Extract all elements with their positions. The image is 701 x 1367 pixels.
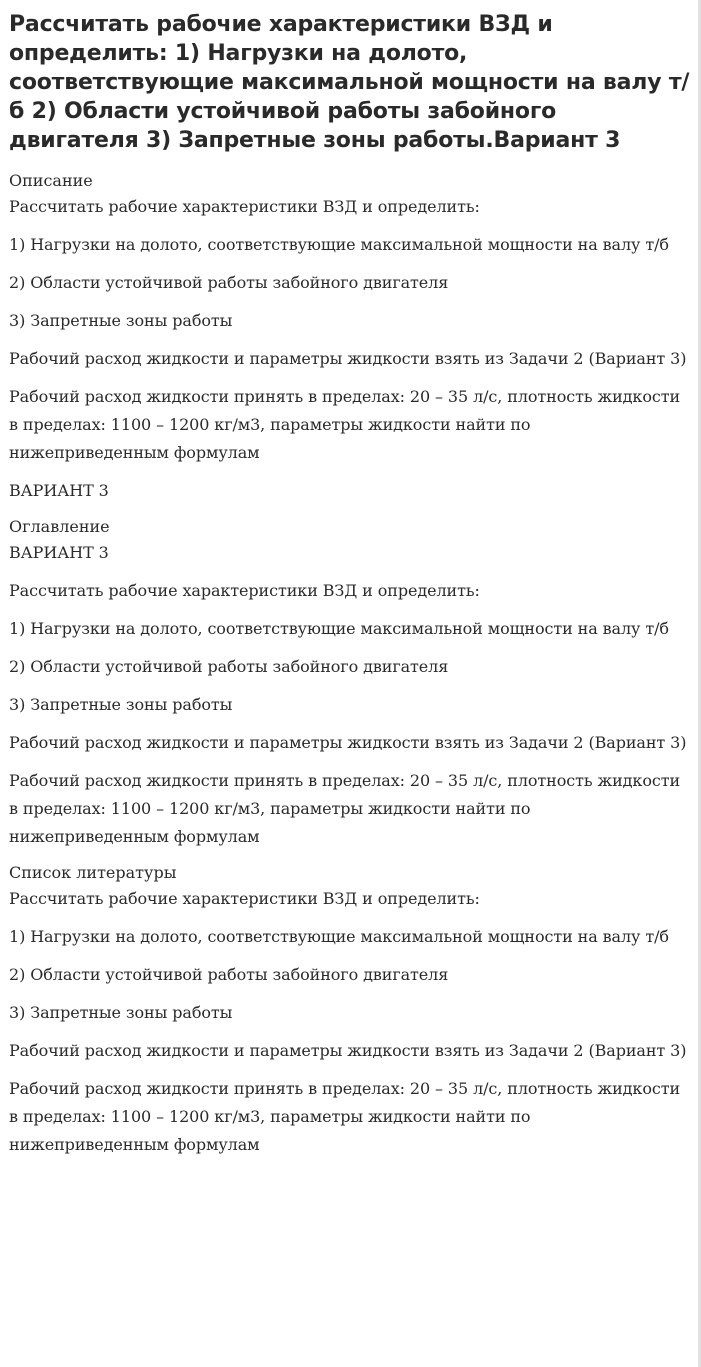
references-paragraph: Рабочий расход жидкости и параметры жидкости взять из Задачи 2 (Вариант 3) <box>9 1041 687 1060</box>
toc-paragraph: Рабочий расход жидкости и параметры жидкости взять из Задачи 2 (Вариант 3) <box>9 733 687 752</box>
toc-paragraph: ВАРИАНТ 3 <box>9 543 109 562</box>
description-paragraph: 2) Области устойчивой работы забойного двигателя <box>9 273 449 292</box>
references-label: Список литературы <box>9 863 177 882</box>
description-paragraph: 1) Нагрузки на долото, соответствующие максимальной мощности на валу т/б <box>9 235 669 254</box>
description-paragraph: Рабочий расход жидкости принять в пределах: 20 – 35 л/с, плотность жидкости в пределах: 1100 – 1200 кг/м3, параметры жидкости найти по нижеприведенным формулам <box>9 387 681 462</box>
toc-section <box>9 515 690 851</box>
description-label: Описание <box>9 171 93 190</box>
references-paragraph: 2) Области устойчивой работы забойного двигателя <box>9 965 449 984</box>
references-paragraph: 1) Нагрузки на долото, соответствующие максимальной мощности на валу т/б <box>9 927 669 946</box>
toc-paragraph: Рабочий расход жидкости принять в пределах: 20 – 35 л/с, плотность жидкости в пределах: 1100 – 1200 кг/м3, параметры жидкости найти по нижеприведенным формулам <box>9 771 681 846</box>
toc-paragraph: 2) Области устойчивой работы забойного двигателя <box>9 657 449 676</box>
toc-label: Оглавление <box>9 517 110 536</box>
toc-paragraph: 3) Запретные зоны работы <box>9 695 233 714</box>
references-section <box>9 861 690 1159</box>
description-paragraph: Рассчитать рабочие характеристики ВЗД и определить: <box>9 197 480 216</box>
description-paragraph: Рабочий расход жидкости и параметры жидкости взять из Задачи 2 (Вариант 3) <box>9 349 687 368</box>
references-paragraph: Рассчитать рабочие характеристики ВЗД и определить: <box>9 889 480 908</box>
description-section <box>9 169 690 505</box>
description-variant: ВАРИАНТ 3 <box>9 481 109 500</box>
page-title: Рассчитать рабочие характеристики ВЗД и определить: 1) Нагрузки на долото, соответствующие максимальной мощности на валу т/б 2) Области устойчивой работы забойного двигателя 3) Запретные зоны работы.Вариант 3 <box>9 12 690 153</box>
description-paragraph: 3) Запретные зоны работы <box>9 311 233 330</box>
references-paragraph: Рабочий расход жидкости принять в пределах: 20 – 35 л/с, плотность жидкости в пределах: 1100 – 1200 кг/м3, параметры жидкости найти по нижеприведенным формулам <box>9 1079 681 1154</box>
toc-paragraph: Рассчитать рабочие характеристики ВЗД и определить: <box>9 581 480 600</box>
references-paragraph: 3) Запретные зоны работы <box>9 1003 233 1022</box>
toc-paragraph: 1) Нагрузки на долото, соответствующие максимальной мощности на валу т/б <box>9 619 669 638</box>
